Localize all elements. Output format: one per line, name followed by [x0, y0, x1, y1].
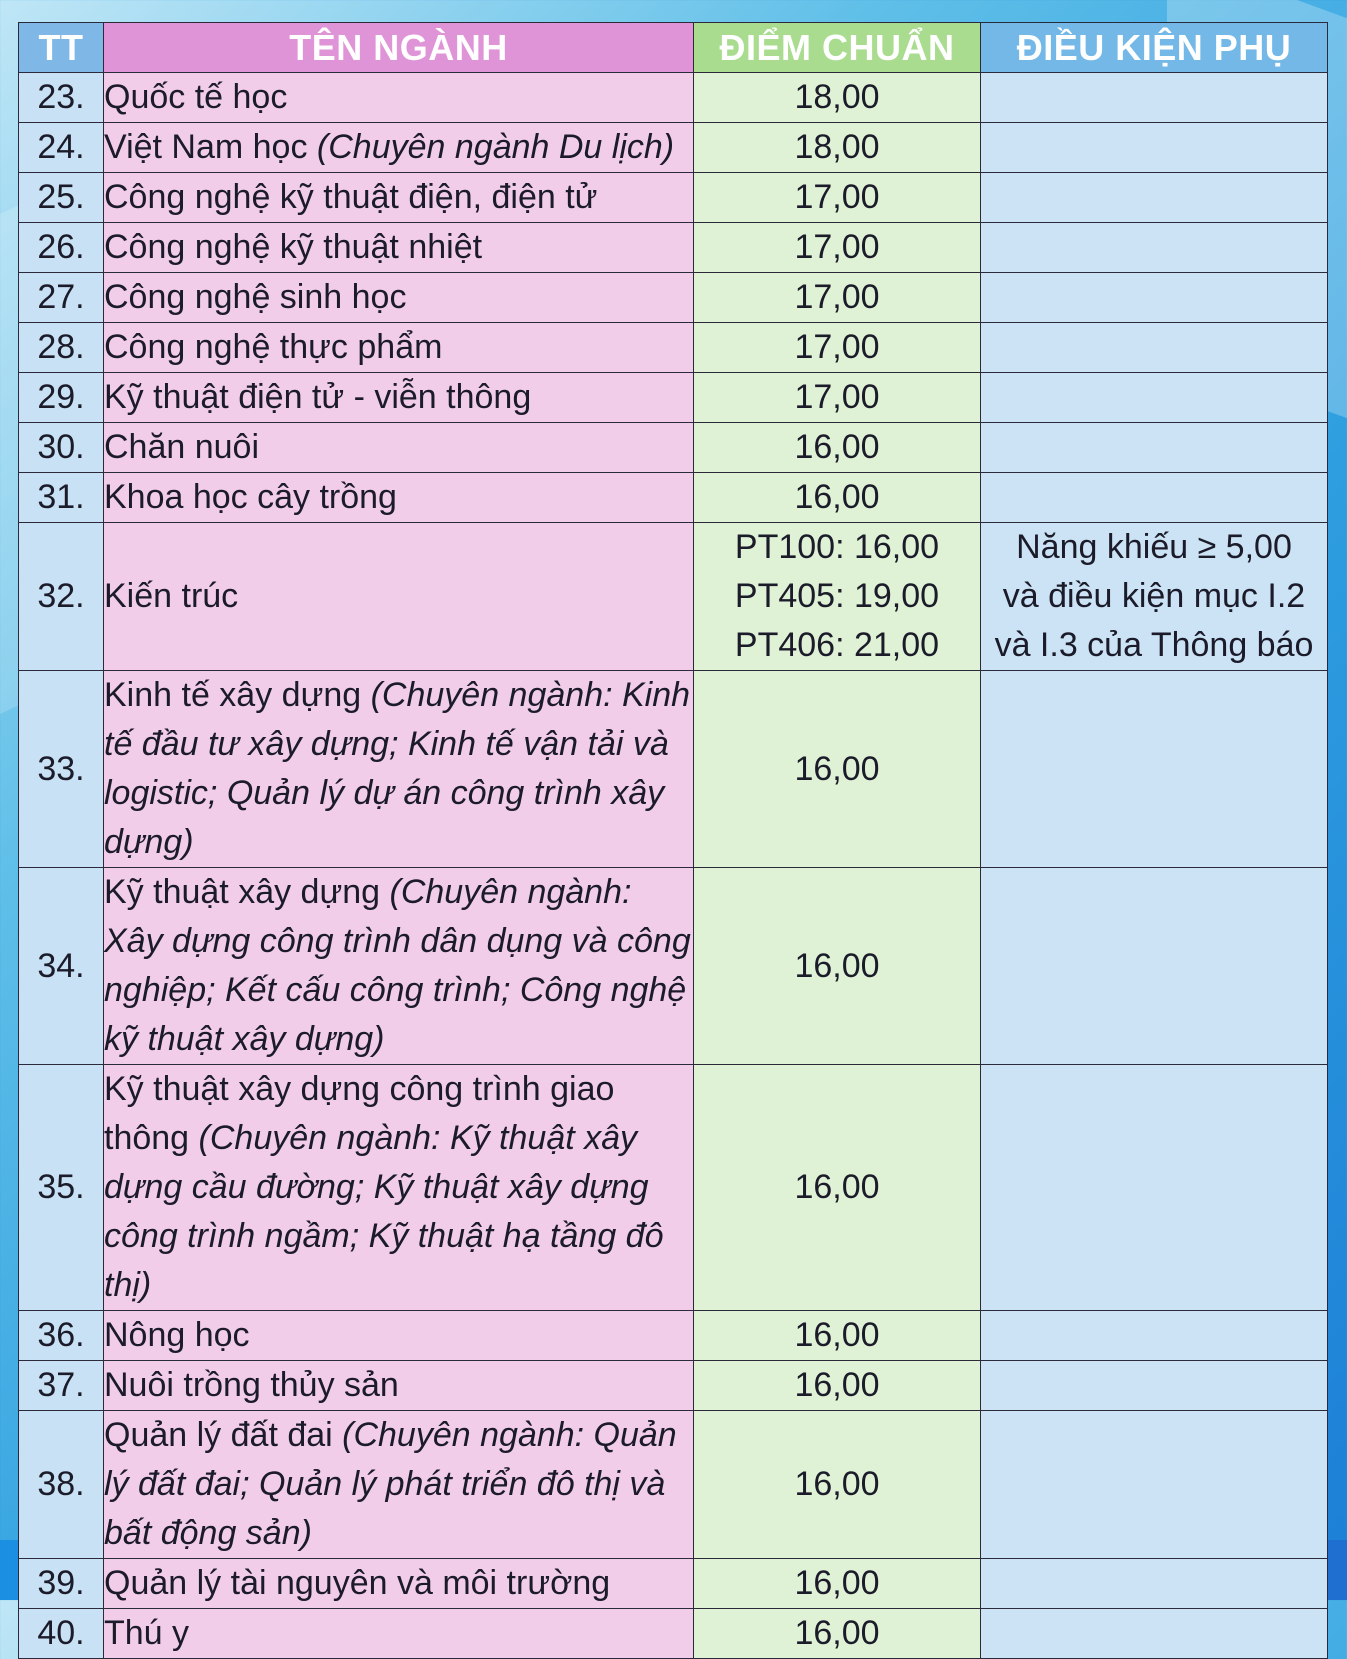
row-number: 28. [19, 323, 104, 373]
table-row [19, 868, 1328, 1065]
program-title: Quốc tế học [104, 78, 288, 116]
table-header [19, 23, 1328, 73]
cutoff-score: 16,00 [694, 1361, 981, 1411]
program-name [104, 1311, 694, 1361]
extra-condition [981, 671, 1328, 868]
program-title: Kinh tế xây dựng [104, 676, 362, 714]
program-title: Công nghệ sinh học [104, 278, 407, 316]
row-number: 35. [19, 1065, 104, 1311]
program-name [104, 373, 694, 423]
extra-condition [981, 1559, 1328, 1609]
program-title: Công nghệ kỹ thuật nhiệt [104, 228, 483, 266]
cutoff-score: 16,00 [694, 423, 981, 473]
extra-condition [981, 373, 1328, 423]
table-row [19, 423, 1328, 473]
cutoff-score: 16,00 [694, 1065, 981, 1311]
cutoff-score: 16,00 [694, 1411, 981, 1559]
table-row [19, 1411, 1328, 1559]
row-number: 33. [19, 671, 104, 868]
row-number: 26. [19, 223, 104, 273]
condition-line: Năng khiếu ≥ 5,00 [1016, 528, 1292, 566]
program-title: Kỹ thuật xây dựng [104, 873, 381, 911]
table-body [19, 73, 1328, 1659]
program-name [104, 1411, 694, 1559]
row-number: 24. [19, 123, 104, 173]
row-number: 39. [19, 1559, 104, 1609]
extra-condition [981, 123, 1328, 173]
program-note: (Chuyên ngành: Kỹ thuật xây dựng cầu đường; Kỹ thuật xây dựng công trình ngầm; Kỹ thuật hạ tầng đô thị) [104, 1119, 664, 1304]
cutoff-score: 16,00 [694, 473, 981, 523]
row-number: 36. [19, 1311, 104, 1361]
program-name [104, 323, 694, 373]
cutoff-score: 16,00 [694, 868, 981, 1065]
table-row [19, 1609, 1328, 1659]
cutoff-score: 17,00 [694, 373, 981, 423]
cutoff-score: 16,00 [694, 1559, 981, 1609]
cutoff-score: 16,00 [694, 1311, 981, 1361]
row-number: 37. [19, 1361, 104, 1411]
row-number: 38. [19, 1411, 104, 1559]
extra-condition [981, 423, 1328, 473]
program-name [104, 868, 694, 1065]
program-note: (Chuyên ngành: Kinh tế đầu tư xây dựng; Kinh tế vận tải và logistic; Quản lý dự án công trình xây dựng) [104, 676, 691, 861]
score-line: PT100: 16,00 [734, 528, 940, 566]
table-row [19, 523, 1328, 671]
admission-score-table [18, 22, 1328, 1659]
program-title: Chăn nuôi [104, 428, 260, 466]
header-name: TÊN NGÀNH [104, 23, 694, 73]
program-title: Thú y [104, 1614, 190, 1652]
row-number: 29. [19, 373, 104, 423]
table-row [19, 373, 1328, 423]
program-title: Quản lý đất đai [104, 1416, 333, 1454]
header-tt: TT [19, 23, 104, 73]
table-row [19, 73, 1328, 123]
cutoff-score [694, 523, 981, 671]
extra-condition [981, 473, 1328, 523]
table-row [19, 223, 1328, 273]
score-line: PT405: 19,00 [734, 577, 940, 615]
table-row [19, 1559, 1328, 1609]
extra-condition [981, 523, 1328, 671]
program-title: Kỹ thuật xây dựng công trình giao thông [104, 1070, 615, 1157]
condition-line: và điều kiện mục I.2 [1002, 577, 1306, 615]
program-title: Quản lý tài nguyên và môi trường [104, 1564, 611, 1602]
program-name [104, 273, 694, 323]
cutoff-score: 17,00 [694, 323, 981, 373]
row-number: 30. [19, 423, 104, 473]
table-row [19, 1065, 1328, 1311]
row-number: 34. [19, 868, 104, 1065]
table-row [19, 1311, 1328, 1361]
table-row [19, 473, 1328, 523]
program-name [104, 523, 694, 671]
score-line: PT406: 21,00 [734, 626, 940, 664]
program-title: Công nghệ thực phẩm [104, 328, 443, 366]
extra-condition [981, 1361, 1328, 1411]
program-name [104, 473, 694, 523]
extra-condition [981, 173, 1328, 223]
row-number: 32. [19, 523, 104, 671]
table-row [19, 323, 1328, 373]
extra-condition [981, 223, 1328, 273]
program-title: Khoa học cây trồng [104, 478, 397, 516]
table-row [19, 273, 1328, 323]
program-name [104, 1361, 694, 1411]
condition-line: và I.3 của Thông báo [994, 626, 1314, 664]
cutoff-score: 18,00 [694, 123, 981, 173]
extra-condition [981, 1609, 1328, 1659]
cutoff-score: 17,00 [694, 273, 981, 323]
program-note: (Chuyên ngành: Quản lý đất đai; Quản lý phát triển đô thị và bất động sản) [104, 1416, 677, 1552]
extra-condition [981, 273, 1328, 323]
table-row [19, 1361, 1328, 1411]
program-title: Kỹ thuật điện tử - viễn thông [104, 378, 532, 416]
program-title: Nuôi trồng thủy sản [104, 1366, 399, 1404]
program-title: Nông học [104, 1316, 250, 1354]
row-number: 40. [19, 1609, 104, 1659]
row-number: 27. [19, 273, 104, 323]
program-name [104, 123, 694, 173]
table-row [19, 671, 1328, 868]
extra-condition [981, 1065, 1328, 1311]
program-name [104, 1065, 694, 1311]
cutoff-score: 16,00 [694, 671, 981, 868]
program-title: Kiến trúc [104, 577, 239, 615]
program-note: (Chuyên ngành Du lịch) [307, 128, 675, 166]
extra-condition [981, 323, 1328, 373]
extra-condition [981, 1411, 1328, 1559]
program-name [104, 1609, 694, 1659]
program-name [104, 671, 694, 868]
header-score: ĐIỂM CHUẨN [694, 23, 981, 73]
row-number: 25. [19, 173, 104, 223]
table-row [19, 173, 1328, 223]
cutoff-score: 17,00 [694, 223, 981, 273]
extra-condition [981, 73, 1328, 123]
program-name [104, 223, 694, 273]
program-name [104, 1559, 694, 1609]
cutoff-score: 18,00 [694, 73, 981, 123]
header-condition: ĐIỀU KIỆN PHỤ [981, 23, 1328, 73]
program-name [104, 423, 694, 473]
table-row [19, 123, 1328, 173]
row-number: 31. [19, 473, 104, 523]
program-note: (Chuyên ngành: Xây dựng công trình dân dụng và công nghiệp; Kết cấu công trình; Công nghệ kỹ thuật xây dựng) [104, 873, 691, 1058]
row-number: 23. [19, 73, 104, 123]
cutoff-score: 16,00 [694, 1609, 981, 1659]
program-name [104, 73, 694, 123]
cutoff-score: 17,00 [694, 173, 981, 223]
program-title: Công nghệ kỹ thuật điện, điện tử [104, 178, 598, 216]
program-title: Việt Nam học [104, 128, 308, 166]
program-name [104, 173, 694, 223]
extra-condition [981, 868, 1328, 1065]
extra-condition [981, 1311, 1328, 1361]
